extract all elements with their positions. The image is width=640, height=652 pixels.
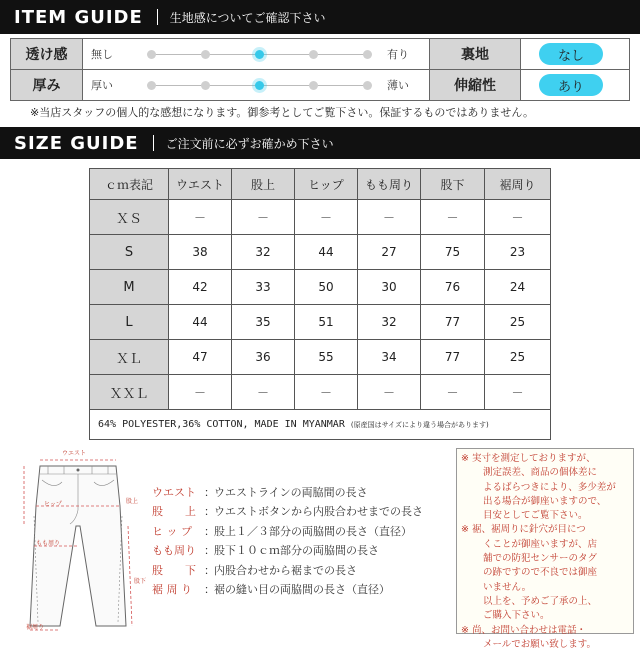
table-cell: －	[232, 375, 295, 410]
fabric-row	[90, 410, 551, 440]
table-cell: －	[485, 200, 551, 235]
staff-opinion-note: ※当店スタッフの個人的な感想になります。御参考としてご覧下さい。保証するものではありません。	[30, 106, 534, 119]
definition-key: 裾 周 り	[152, 583, 192, 597]
table-cell: 34	[358, 340, 421, 375]
table-row	[90, 235, 551, 270]
table-cell: 23	[485, 235, 551, 270]
size-label: ＸＸＬ	[90, 375, 169, 410]
scale-dot	[147, 81, 156, 90]
definition-key: 股 下	[152, 563, 196, 577]
table-cell: 76	[421, 270, 485, 305]
definition-value: 股上１／３部分の両脇間の長さ（直径）	[214, 524, 412, 538]
table-cell: －	[169, 375, 232, 410]
column-header-thigh: もも周り	[358, 169, 421, 200]
caution-line: 目安としてご覧下さい。	[483, 510, 588, 522]
definition-key: 股 上	[152, 505, 196, 519]
definition-key: ヒ ッ プ	[152, 524, 192, 538]
list-item: 股 下 ： 内股合わせから裾までの長さ	[152, 563, 357, 577]
diagram-label-thigh: もも周り	[36, 540, 61, 547]
column-header-hip: ヒップ	[295, 169, 358, 200]
definition-value: ウエストボタンから内股合わせまでの長さ	[214, 505, 423, 519]
column-header-size: ｃｍ表記	[90, 169, 169, 200]
thickness-label: 厚み	[11, 70, 83, 100]
table-cell: 35	[232, 305, 295, 340]
table-cell: 32	[358, 305, 421, 340]
caution-line: の跡ですので不良では御座	[483, 567, 598, 579]
scale-dot	[201, 81, 210, 90]
transparency-low: 無し	[91, 48, 113, 61]
list-item: 裾 周 り ： 裾の縫い目の両脇間の長さ（直径）	[152, 583, 390, 597]
table-cell: 42	[169, 270, 232, 305]
caution-line: ※ 実寸を測定しておりますが、	[461, 453, 596, 464]
table-cell: 55	[295, 340, 358, 375]
definition-value: 股下１０ｃｍ部分の両脇間の長さ	[214, 544, 379, 558]
thickness-row	[10, 69, 630, 101]
caution-line: 以上を、予めご了承の上、	[483, 595, 598, 607]
caution-line: 測定誤差、商品の個体差に	[483, 467, 598, 479]
table-row	[90, 375, 551, 410]
size-label: ＸＳ	[90, 200, 169, 235]
table-cell: 44	[169, 305, 232, 340]
definition-value: ウエストラインの両脇間の長さ	[214, 485, 368, 499]
table-row	[90, 200, 551, 235]
list-item: ウエスト ： ウエストラインの両脇間の長さ	[152, 485, 368, 499]
pants-outline-icon	[4, 446, 152, 636]
item-guide-header	[0, 0, 640, 34]
size-table	[89, 168, 551, 440]
scale-dot	[201, 50, 210, 59]
caution-line: よるばらつきにより、多少差が	[483, 481, 616, 493]
table-cell: 44	[295, 235, 358, 270]
table-cell: 36	[232, 340, 295, 375]
table-cell: 77	[421, 340, 485, 375]
size-guide-subtitle: ご注文前に必ずお確かめ下さい	[165, 136, 334, 151]
table-cell: 38	[169, 235, 232, 270]
transparency-high: 有り	[387, 48, 409, 61]
table-cell: －	[421, 200, 485, 235]
scale-dot	[363, 81, 372, 90]
fabric-composition-cell	[90, 410, 551, 440]
caution-line: メールでお願い致します。	[483, 638, 597, 650]
thickness-high: 薄い	[387, 79, 409, 92]
diagram-label-hem: 裾周り	[26, 624, 45, 631]
caution-line: 舗での防犯センサーのタグ	[483, 553, 598, 565]
table-cell: －	[358, 375, 421, 410]
lining-value-badge: なし	[539, 43, 603, 65]
table-cell: 47	[169, 340, 232, 375]
list-item: 股 上 ： ウエストボタンから内股合わせまでの長さ	[152, 505, 423, 519]
table-cell: －	[295, 375, 358, 410]
thickness-low: 厚い	[91, 79, 113, 92]
lining-label: 裏地	[429, 39, 521, 69]
table-cell: 32	[232, 235, 295, 270]
scale-dot	[255, 50, 264, 59]
pants-diagram	[4, 446, 152, 636]
item-guide-subtitle: 生地感についてご確認下さい	[169, 10, 326, 25]
list-item: もも周り ： 股下１０ｃｍ部分の両脇間の長さ	[152, 544, 379, 558]
scale-dot	[309, 81, 318, 90]
size-guide-header	[0, 127, 640, 159]
table-cell: －	[232, 200, 295, 235]
size-guide-title: SIZE GUIDE	[14, 132, 139, 154]
fabric-composition: 64% POLYESTER,36% COTTON, MADE IN MYANMAR	[98, 419, 345, 430]
diagram-label-hip: ヒップ	[44, 501, 62, 508]
table-cell: －	[485, 375, 551, 410]
stretch-label: 伸縮性	[429, 70, 521, 100]
table-row	[90, 270, 551, 305]
item-guide-title: ITEM GUIDE	[14, 6, 143, 28]
table-cell: －	[295, 200, 358, 235]
origin-note: (原産国はサイズにより違う場合があります)	[350, 421, 489, 429]
table-cell: 24	[485, 270, 551, 305]
transparency-row	[10, 38, 630, 70]
list-item: ヒ ッ プ ： 股上１／３部分の両脇間の長さ（直径）	[152, 524, 412, 538]
header-separator	[157, 9, 158, 25]
table-cell: 27	[358, 235, 421, 270]
caution-box	[456, 448, 634, 650]
table-cell: －	[169, 200, 232, 235]
table-row	[90, 340, 551, 375]
scale-dot	[363, 50, 372, 59]
size-table-header	[90, 169, 551, 200]
diagram-label-waist: ウエスト	[62, 450, 87, 457]
caution-line: ※ 尚、お問い合わせは電話・	[461, 624, 586, 636]
table-cell: 75	[421, 235, 485, 270]
diagram-label-inseam: 股下	[134, 578, 147, 585]
column-header-hem: 裾周り	[485, 169, 551, 200]
size-label: S	[90, 235, 169, 270]
table-cell: 25	[485, 340, 551, 375]
size-label: M	[90, 270, 169, 305]
column-header-rise: 股上	[232, 169, 295, 200]
caution-line: ※ 裾、裾周りに針穴が目につ	[461, 524, 586, 536]
table-cell: 77	[421, 305, 485, 340]
table-cell: 33	[232, 270, 295, 305]
measurement-definitions	[152, 482, 452, 599]
size-label: L	[90, 305, 169, 340]
caution-line: いません。	[483, 581, 532, 593]
definition-value: 内股合わせから裾までの長さ	[214, 563, 357, 577]
definition-key: もも周り	[152, 544, 196, 558]
column-header-inseam: 股下	[421, 169, 485, 200]
header-separator	[153, 135, 154, 151]
table-cell: 30	[358, 270, 421, 305]
table-row	[90, 305, 551, 340]
caution-line: ご購入下さい。	[483, 610, 550, 622]
table-cell: －	[421, 375, 485, 410]
transparency-label: 透け感	[11, 39, 83, 69]
table-cell: －	[358, 200, 421, 235]
diagram-label-rise: 股上	[126, 498, 139, 505]
scale-dot	[147, 50, 156, 59]
definition-value: 裾の縫い目の両脇間の長さ（直径）	[214, 583, 390, 597]
definition-key: ウエスト	[152, 485, 196, 499]
table-cell: 50	[295, 270, 358, 305]
table-cell: 25	[485, 305, 551, 340]
scale-dot	[309, 50, 318, 59]
stretch-value-badge: あり	[539, 74, 603, 96]
table-cell: 51	[295, 305, 358, 340]
size-label: ＸＬ	[90, 340, 169, 375]
scale-dot	[255, 81, 264, 90]
column-header-waist: ウエスト	[169, 169, 232, 200]
caution-line: くことが御座いますが、店	[483, 538, 598, 550]
caution-line: 出る場合が御座いますので、	[483, 495, 607, 507]
